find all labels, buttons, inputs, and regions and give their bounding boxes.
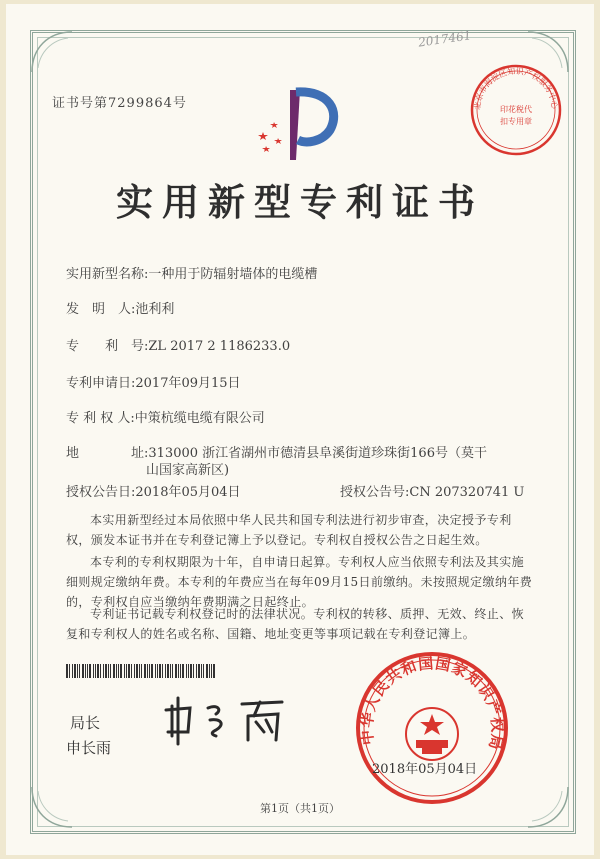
grant-date-label: 授权公告日: <box>66 485 136 500</box>
barcode-bar <box>182 664 184 678</box>
svg-text:印花税代: 印花税代 <box>500 105 532 114</box>
barcode-bar <box>144 664 146 678</box>
barcode-bar <box>66 664 68 678</box>
barcode-bar <box>180 664 181 678</box>
barcode-bar <box>110 664 111 678</box>
barcode-bar <box>193 664 194 678</box>
barcode-bar <box>167 664 169 678</box>
barcode-bar <box>128 664 130 678</box>
barcode-bar <box>149 664 150 678</box>
inventor-row <box>66 298 174 317</box>
barcode-bar <box>69 664 70 678</box>
barcode-bar <box>190 664 192 678</box>
barcode-bar <box>206 664 208 678</box>
barcode-bar <box>93 664 94 678</box>
grant-date-value: 2018年05月04日 <box>135 485 241 500</box>
inventor-value: 池利利 <box>135 302 175 317</box>
barcode-bar <box>87 664 88 678</box>
barcode-bar <box>203 664 204 678</box>
grant-date-row <box>66 481 241 500</box>
barcode-bar <box>198 664 200 678</box>
barcode-bar <box>151 664 153 678</box>
utility-model-name-row <box>66 263 317 282</box>
patentee-row <box>66 407 265 426</box>
barcode-bar <box>141 664 142 678</box>
barcode-bar <box>155 664 156 678</box>
barcode-bar <box>186 664 187 678</box>
address-value-line2: 山国家高新区) <box>146 463 230 478</box>
barcode-bar <box>159 664 161 678</box>
director-title: 局长 <box>70 714 101 732</box>
barcode-bar <box>82 664 84 678</box>
barcode-bar <box>120 664 122 678</box>
paragraph-legal-status: 专利证书记载专利权登记时的法律状况。专利权的转移、质押、无效、终止、恢复和专利权人的姓名或名称、国籍、地址变更等事项记载在专利登记簿上。 <box>66 607 525 641</box>
barcode-bar <box>118 664 119 678</box>
filing-date-row <box>66 372 241 391</box>
barcode <box>66 664 216 678</box>
patentee-label: 专 利 权 人: <box>66 411 135 426</box>
barcode-bar <box>209 664 210 678</box>
patentee-value: 中策杭缆电缆有限公司 <box>134 411 265 426</box>
handwritten-signature <box>160 688 290 748</box>
barcode-bar <box>113 664 115 678</box>
inventor-label: 发 明 人: <box>66 302 136 317</box>
barcode-bar <box>124 664 125 678</box>
barcode-bar <box>72 664 73 678</box>
barcode-bar <box>170 664 171 678</box>
barcode-bar <box>89 664 91 678</box>
barcode-bar <box>134 664 135 678</box>
barcode-bar <box>131 664 132 678</box>
barcode-bar <box>126 664 127 678</box>
certificate-title: 实用新型专利证书 <box>116 180 484 224</box>
barcode-bar <box>162 664 163 678</box>
address-row <box>66 442 487 461</box>
barcode-bar <box>196 664 197 678</box>
tax-stamp <box>466 60 566 160</box>
barcode-bar <box>95 664 96 678</box>
barcode-bar <box>97 664 99 678</box>
seal-date: 2018年05月04日 <box>372 762 478 777</box>
national-emblem-icon <box>406 708 458 760</box>
patent-number-row <box>66 335 290 354</box>
barcode-bar <box>79 664 80 678</box>
filing-date-value: 2017年09月15日 <box>135 376 241 391</box>
barcode-bar <box>188 664 189 678</box>
official-seal <box>352 648 512 808</box>
grant-number-label: 授权公告号: <box>340 485 410 500</box>
paragraph-grant: 本实用新型经过本局依照中华人民共和国专利法进行初步审查，决定授予专利权，颁发本证书并在专利登记簿上予以登记。专利权自授权公告之日起生效。 <box>66 513 512 547</box>
pencil-note: 2017461 <box>417 28 473 50</box>
barcode-bar <box>105 664 107 678</box>
address-label: 地 址: <box>66 446 149 461</box>
barcode-bar <box>103 664 104 678</box>
barcode-bar <box>136 664 138 678</box>
corner-ornament-icon <box>28 28 76 76</box>
barcode-bar <box>116 664 117 678</box>
paragraph-term: 本专利的专利权期限为十年，自申请日起算。专利权人应当依照专利法及其实施细则规定缴纳年费。本专利的年费应当在每年09月15日前缴纳。未按照规定缴纳年费的，专利权自应当缴纳年费期满之日起终止。 <box>66 555 533 609</box>
svg-text:扣专用章: 扣专用章 <box>500 117 532 126</box>
grant-number-row <box>340 481 524 500</box>
svg-text:中华人民共和国国家知识产权局: 中华人民共和国国家知识产权局 <box>357 654 507 753</box>
barcode-bar <box>172 664 173 678</box>
barcode-bar <box>147 664 148 678</box>
patent-office-logo-icon <box>250 82 350 164</box>
patent-number-value: ZL 2017 2 1186233.0 <box>148 339 291 354</box>
barcode-bar <box>175 664 177 678</box>
barcode-bar <box>100 664 101 678</box>
barcode-bar <box>85 664 86 678</box>
barcode-bar <box>139 664 140 678</box>
barcode-bar <box>201 664 202 678</box>
barcode-bar <box>165 664 166 678</box>
barcode-bar <box>178 664 179 678</box>
barcode-bar <box>74 664 76 678</box>
barcode-bar <box>213 664 215 678</box>
barcode-bar <box>77 664 78 678</box>
svg-text:北京市海淀区知识产权服务中心: 北京市海淀区知识产权服务中心 <box>472 66 560 111</box>
director-name: 申长雨 <box>66 739 112 757</box>
address-value: 313000 浙江省湖州市德清县阜溪街道珍珠街166号（莫干 <box>148 446 487 461</box>
filing-date-label: 专利申请日: <box>66 376 136 391</box>
barcode-bar <box>211 664 212 678</box>
barcode-bar <box>157 664 158 678</box>
page-number: 第1页（共1页） <box>260 802 340 815</box>
patent-number-label: 专 利 号: <box>66 339 149 354</box>
utility-model-name-label: 实用新型名称: <box>66 267 149 282</box>
grant-number-value: CN 207320741 U <box>409 485 525 500</box>
certificate-number: 证书号第7299864号 <box>52 96 187 111</box>
barcode-bar <box>108 664 109 678</box>
utility-model-name-value: 一种用于防辐射墙体的电缆槽 <box>148 267 318 282</box>
